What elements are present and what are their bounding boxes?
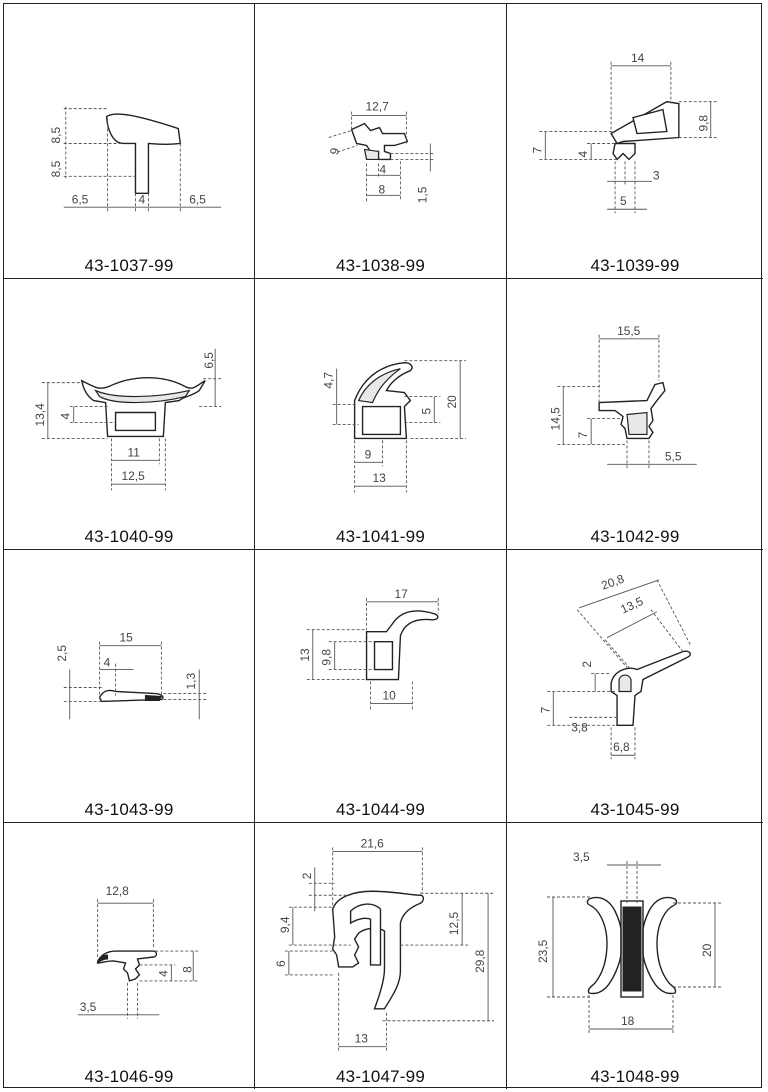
dim-1045-a: 20,8: [599, 571, 626, 593]
dim-1043-c: 4: [103, 655, 111, 670]
profile-code-1042: 43-1042-99: [590, 527, 680, 546]
dim-1048-a: 3,5: [573, 850, 590, 864]
dim-1038-d: 8: [378, 182, 386, 197]
profile-drawing-1038: [255, 4, 506, 278]
profile-drawing-1041: [255, 279, 506, 549]
profile-code-1041: 43-1041-99: [336, 527, 425, 546]
dim-1037-d: 4: [138, 192, 146, 207]
dim-1041-b: 20: [445, 395, 460, 409]
dim-1047-e: 6: [273, 960, 288, 967]
dim-1040-d: 11: [127, 445, 140, 460]
profile-cell-1041: [255, 279, 507, 550]
dim-1044-a: 17: [394, 586, 408, 601]
profile-cell-1037: [4, 4, 255, 279]
profile-cell-1040: [4, 279, 255, 550]
dim-1037-e: 6,5: [189, 192, 206, 207]
dim-1047-f: 29,8: [473, 949, 488, 973]
dim-1039-b: 9,8: [696, 114, 711, 132]
dim-1045-d: 7: [538, 706, 553, 714]
profile-drawing-1045: [507, 550, 763, 822]
dim-1042-d: 5,5: [664, 449, 682, 464]
profile-drawing-1042: [507, 279, 763, 549]
dim-1046-a: 12,8: [105, 884, 129, 899]
dim-1047-d: 9,4: [277, 916, 292, 934]
dim-1040-a: 6,5: [202, 352, 217, 369]
dim-1038-a: 12,7: [365, 99, 389, 114]
profile-code-1043: 43-1043-99: [84, 800, 174, 819]
dim-1046-d: 3,5: [79, 999, 97, 1014]
profile-cell-1045: [507, 550, 763, 823]
profile-code-1040: 43-1040-99: [84, 527, 174, 546]
dim-1039-c: 7: [530, 146, 545, 154]
dim-1047-g: 13: [354, 1031, 368, 1046]
profile-cell-1038: [255, 4, 507, 279]
profile-cell-1047: [255, 823, 507, 1089]
dim-1038-c: 4: [379, 162, 387, 177]
dim-1042-c: 7: [576, 431, 591, 439]
dim-1042-b: 14,5: [548, 407, 563, 431]
dim-1043-d: 1,3: [184, 672, 199, 690]
profile-cell-1039: [507, 4, 763, 279]
dim-1038-b: 9: [327, 146, 343, 157]
profile-code-1037: 43-1037-99: [84, 256, 174, 275]
dim-1041-a: 4,7: [321, 371, 336, 389]
dim-1040-b: 13,4: [32, 403, 47, 427]
dim-1041-c: 5: [419, 407, 434, 415]
dim-1045-c: 2: [580, 660, 595, 668]
dim-1039-d: 4: [576, 150, 591, 158]
dim-1046-b: 8: [180, 966, 195, 973]
dim-1039-f: 5: [620, 194, 627, 209]
profile-drawing-1047: [255, 823, 506, 1089]
profile-code-1048: 43-1048-99: [590, 1067, 680, 1086]
dim-1048-d: 18: [621, 1014, 635, 1028]
profile-code-1044: 43-1044-99: [336, 800, 425, 819]
dim-1044-d: 10: [382, 688, 396, 703]
dim-1038-e: 1,5: [415, 186, 430, 204]
profile-cell-1044: [255, 550, 507, 823]
dim-1043-a: 2,5: [54, 644, 69, 662]
dim-1045-e: 3,8: [571, 720, 588, 735]
dim-1041-e: 13: [372, 471, 386, 486]
profile-code-1047: 43-1047-99: [336, 1067, 425, 1086]
profile-cell-1046: [4, 823, 255, 1089]
dim-1044-b: 13: [297, 648, 312, 662]
dim-1044-c: 9,8: [319, 648, 334, 666]
profile-code-1038: 43-1038-99: [336, 256, 425, 275]
profile-code-1046: 43-1046-99: [84, 1067, 174, 1086]
profile-drawing-1039: [507, 4, 763, 278]
profile-cell-1043: [4, 550, 255, 823]
profile-cell-1042: [507, 279, 763, 550]
dim-1040-c: 4: [58, 412, 73, 420]
dim-1042-a: 15,5: [617, 323, 641, 338]
profile-drawing-1044: [255, 550, 506, 822]
dim-1039-a: 14: [631, 50, 645, 65]
dim-1047-c: 12,5: [447, 911, 462, 936]
dim-1047-b: 2: [299, 872, 314, 880]
profile-code-1039: 43-1039-99: [590, 256, 680, 275]
dim-1040-e: 12,5: [121, 469, 145, 484]
dim-1045-f: 6,8: [613, 740, 630, 755]
dim-1047-a: 21,6: [360, 836, 384, 851]
dim-1046-c: 4: [156, 970, 171, 977]
dim-1041-d: 9: [364, 447, 372, 462]
profile-drawing-1048: [507, 823, 763, 1089]
profile-drawing-1037: [4, 4, 254, 278]
profile-drawing-1043: [4, 550, 254, 822]
profile-drawing-1046: [4, 823, 254, 1089]
dim-1043-b: 15: [119, 630, 133, 645]
profile-grid: [3, 3, 762, 1088]
dim-1048-c: 20: [700, 943, 714, 957]
dim-1037-b: 8,5: [48, 160, 63, 178]
profile-code-1045: 43-1045-99: [590, 800, 680, 819]
dim-1048-b: 23,5: [536, 939, 550, 963]
dim-1037-a: 8,5: [48, 126, 63, 144]
dim-1037-c: 6,5: [71, 192, 89, 207]
profile-cell-1048: [507, 823, 763, 1089]
dim-1039-e: 3: [652, 168, 660, 183]
dim-1045-b: 13,5: [618, 593, 646, 617]
profile-drawing-1040: [4, 279, 254, 549]
